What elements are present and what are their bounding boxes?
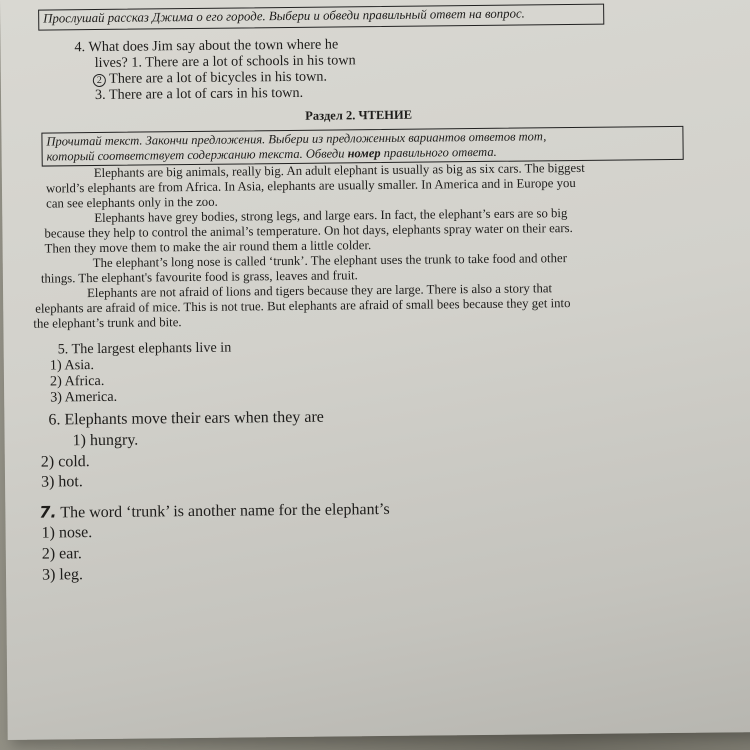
reading-instruction-line-1: Прочитай текст. Закончи предложения. Выбери из предложенных вариантов ответов тот,: [46, 129, 547, 149]
reading-instruction-line-2: который соответствует содержанию текста. Обведи номер правильного ответа.: [46, 144, 497, 164]
text-line-7: The elephant’s long nose is called ‘trunk’. The elephant uses the trunk to take food and other: [92, 251, 567, 271]
q6-option-2: 2) cold.: [40, 453, 90, 471]
text-line-5: because they help to control the animal’s temperature. On hot days, elephants spray water on their ears.: [44, 221, 573, 241]
text-line-2: world’s elephants are from Africa. In Asia, elephants are usually smaller. In America and in Europe you: [45, 175, 576, 196]
q7-option-3: 3) leg.: [41, 566, 83, 584]
q7-handwritten-number: 7.: [39, 502, 57, 522]
text-line-4: Elephants have grey bodies, strong legs, and large ears. In fact, the elephant’s ears are so big: [94, 206, 568, 226]
q5-option-1: 1) Asia.: [49, 357, 95, 374]
listening-instruction: Прослушай рассказ Джима о его городе. Выбери и обведи правильный ответ на вопрос.: [43, 6, 525, 26]
text-line-10: elephants are afraid of mice. This is not true. But elephants are afraid of small bees because they get into: [35, 296, 571, 316]
listening-instruction-box: [38, 4, 604, 31]
q6-option-3: 3) hot.: [40, 473, 83, 491]
text-line-9: Elephants are not afraid of lions and tigers because they are large. There is also a story that: [87, 281, 553, 301]
q5-option-3: 3) America.: [50, 388, 118, 406]
text-line-11: the elephant’s trunk and bite.: [33, 315, 182, 331]
q4-option-2-text: There are a lot of bicycles in his town.: [105, 68, 328, 87]
text-line-3: can see elephants only in the zoo.: [46, 194, 218, 211]
q5-option-2: 2) Africa.: [49, 372, 105, 390]
q4-line-1: 4. What does Jim say about the town where he: [74, 36, 339, 56]
q6-stem: 6. Elephants move their ears when they are: [48, 408, 324, 429]
q4-line-2: lives? 1. There are a lot of schools in his town: [94, 52, 356, 72]
text-line-1: Elephants are big animals, really big. An adult elephant is usually as big as six cars. The biggest: [93, 160, 585, 181]
q7-option-2: 2) ear.: [41, 545, 82, 563]
circled-answer-mark: 2: [93, 74, 106, 87]
q7-stem-text: The word ‘trunk’ is another name for the elephant’s: [60, 500, 390, 522]
q7-option-1: 1) nose.: [41, 524, 93, 542]
q4-option-3: 3. There are a lot of cars in his town.: [94, 84, 304, 104]
q5-stem: 5. The largest elephants live in: [57, 339, 232, 358]
text-line-6: Then they move them to make the air round them a little colder.: [44, 238, 372, 256]
emphasis-number: номер: [347, 146, 381, 161]
reading-instruction-box: [41, 126, 683, 167]
section-title: Раздел 2. ЧТЕНИЕ: [305, 107, 413, 123]
q7-stem: [39, 499, 390, 523]
q6-option-1: 1) hungry.: [72, 431, 139, 450]
text-line-8: things. The elephant's favourite food is grass, leaves and fruit.: [40, 268, 358, 286]
